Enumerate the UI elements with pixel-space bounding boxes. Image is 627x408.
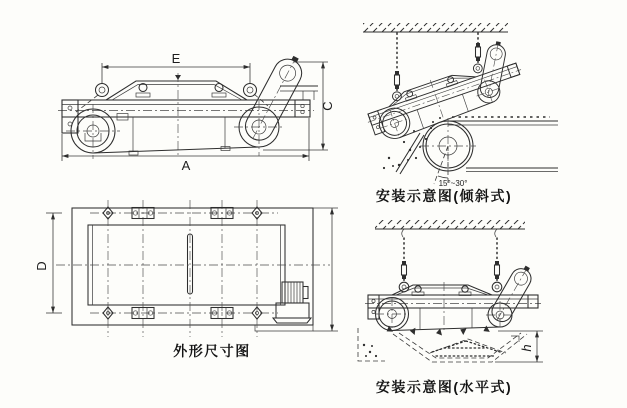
dim-label-h: h (519, 344, 534, 352)
ceiling (363, 23, 508, 32)
inclined-install-caption: 安装示意图(倾斜式) (375, 188, 513, 204)
horizontal-install-caption: 安装示意图(水平式) (375, 379, 513, 395)
ceiling (375, 220, 525, 229)
plan-view-caption: 外形尺寸图 (173, 343, 251, 359)
dim-label-A: A (181, 158, 191, 173)
dim-label-D: D (34, 261, 49, 271)
angle-label: 15°~30° (438, 179, 468, 188)
dim-label-E: E (171, 51, 181, 66)
dim-label-C: C (320, 101, 335, 111)
